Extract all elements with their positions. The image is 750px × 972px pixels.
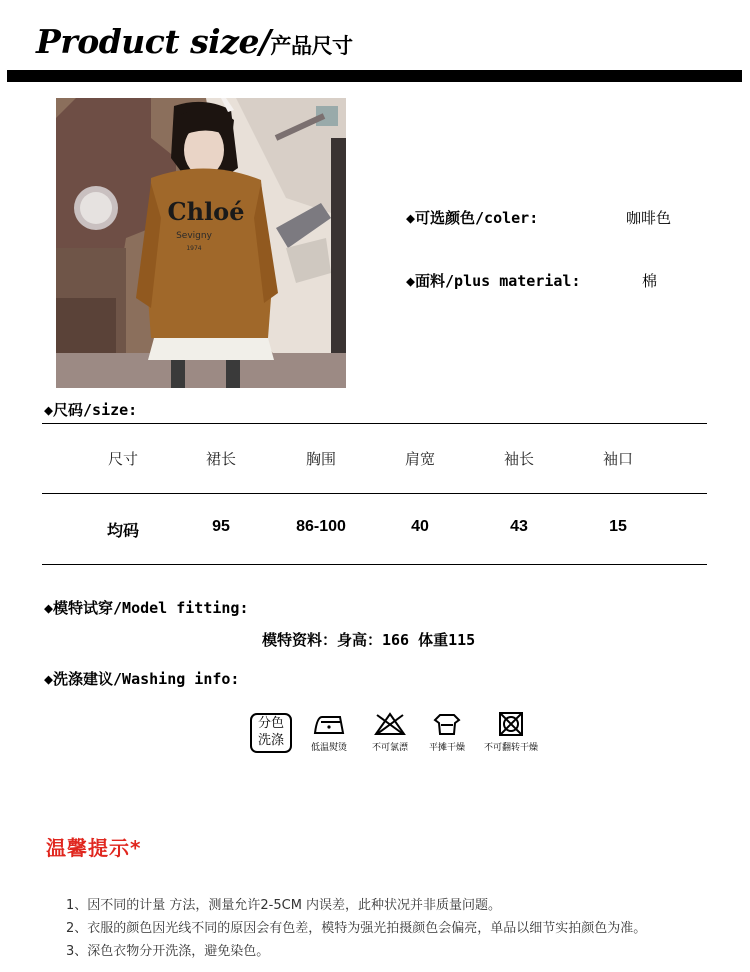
size-value-cell: 均码 — [106, 523, 139, 540]
title-sep: / — [258, 22, 271, 61]
care-label: 平摊干燥 — [428, 743, 465, 753]
no-bleach-icon — [373, 712, 407, 736]
size-section-label: ◆尺码/size: — [44, 401, 138, 419]
size-header-cell: 袖口 — [602, 450, 633, 468]
size-value-cell: 86-100 — [296, 518, 346, 535]
shirt-year: 1974 — [186, 245, 202, 252]
size-value-cell: 95 — [212, 518, 230, 535]
washing-section-label: ◆洗涤建议/Washing info: — [44, 670, 240, 688]
table-top-rule — [42, 423, 707, 424]
no-tumble-dry-icon — [494, 712, 528, 736]
material-value: 棉 — [642, 272, 658, 290]
title-en: Product size — [36, 22, 259, 61]
page-title — [36, 22, 353, 61]
care-item-bleach — [366, 712, 414, 753]
size-header-cell: 袖长 — [503, 450, 534, 468]
flat-dry-icon — [430, 712, 464, 736]
color-label: ◆可选颜色/coler: — [406, 209, 539, 227]
tip-note: 2、衣服的颜色因光线不同的原因会有色差，模特为强光拍摄颜色会偏亮，单品以细节实拍颜色为准。 — [66, 921, 647, 936]
model-info: 模特资料：身高：166 体重115 — [262, 631, 476, 649]
iron-low-icon — [312, 712, 346, 736]
size-header-cell: 裙长 — [205, 450, 236, 468]
separate-wash-icon — [250, 713, 292, 753]
care-item-flat-dry — [424, 712, 470, 753]
shirt-print: Chloé — [167, 197, 245, 226]
table-mid-rule — [42, 493, 707, 494]
size-value-cell: 40 — [411, 518, 429, 535]
size-header-cell: 尺寸 — [107, 450, 138, 468]
title-cn: 产品尺寸 — [270, 34, 353, 58]
size-value-cell: 15 — [609, 518, 627, 535]
care-item-tumble — [480, 712, 542, 753]
header-divider — [7, 70, 742, 82]
model-section-label: ◆模特试穿/Model fitting: — [44, 599, 249, 617]
size-header-cell: 肩宽 — [404, 450, 435, 468]
care-label: 低温熨烫 — [310, 743, 347, 753]
size-value-cell: 43 — [510, 518, 528, 535]
care-item-iron — [306, 712, 352, 753]
color-value: 咖啡色 — [626, 209, 672, 227]
care-label: 不可氯漂 — [371, 743, 408, 753]
separate-wash-line2: 洗涤 — [257, 733, 284, 748]
separate-wash-line1: 分色 — [257, 716, 284, 731]
material-label: ◆面料/plus material: — [406, 272, 581, 290]
shirt-sub: Sevigny — [176, 231, 212, 241]
tips-title: 温馨提示* — [46, 836, 142, 860]
care-label: 不可翻转干燥 — [483, 743, 538, 753]
tip-note: 3、深色衣物分开洗涤，避免染色。 — [66, 944, 270, 959]
product-photo — [56, 98, 346, 388]
size-header-cell: 胸围 — [305, 450, 336, 468]
tip-note: 1、因不同的计量 方法，测量允许2-5CM 内误差，此种状况并非质量问题。 — [66, 898, 502, 913]
table-bottom-rule — [42, 564, 707, 565]
